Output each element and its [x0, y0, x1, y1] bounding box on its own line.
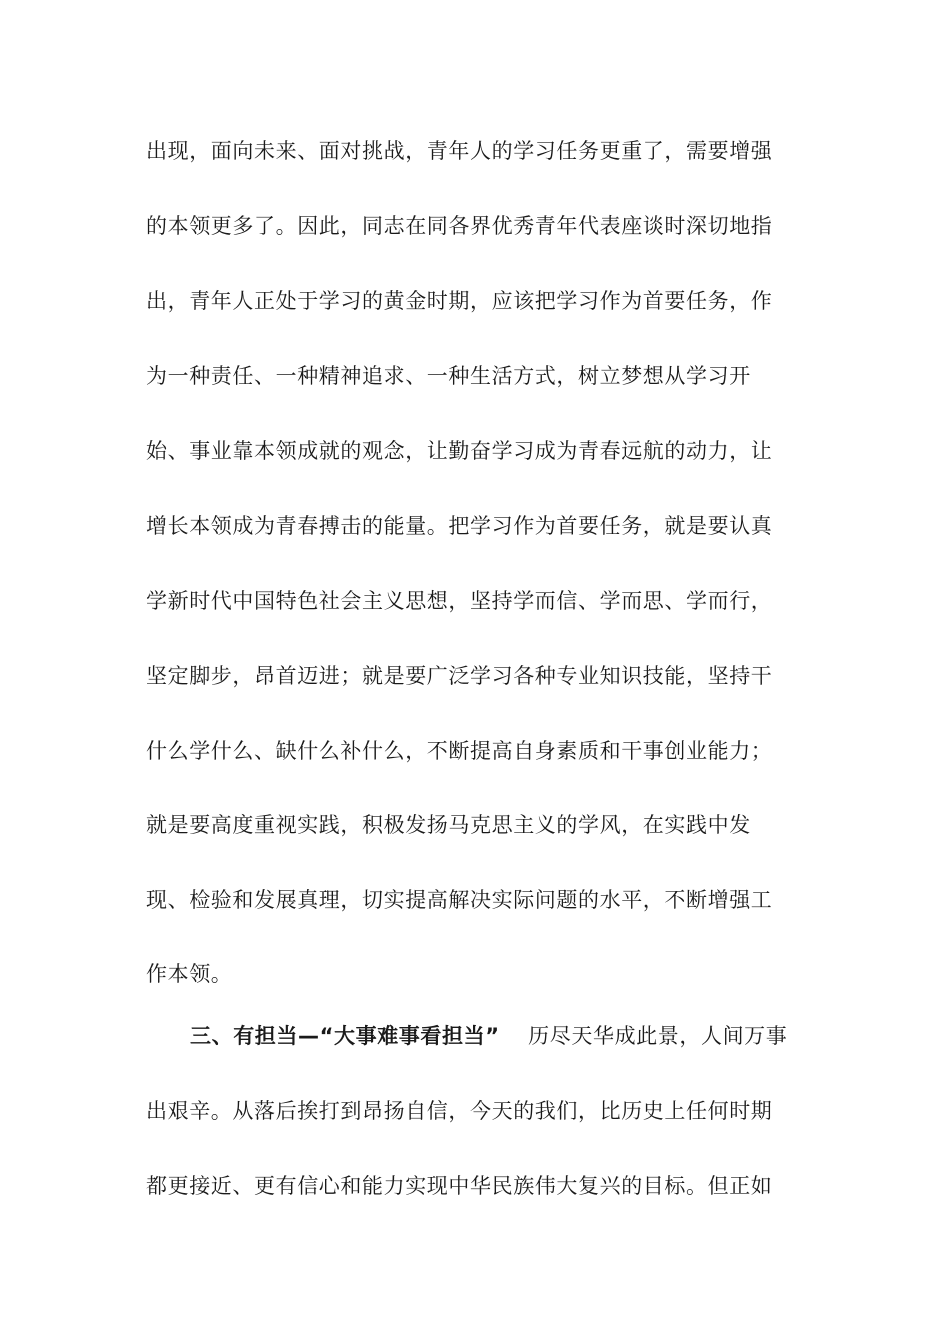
body-line: 始、事业靠本领成就的观念，让勤奋学习成为青春远航的动力，让 — [146, 439, 773, 463]
body-line: 出艰辛。从落后挨打到昂扬自信，今天的我们，比历史上任何时期 — [146, 1099, 773, 1123]
section-heading: 三、有担当—“大事难事看担当” — [190, 1024, 500, 1048]
body-line: 都更接近、更有信心和能力实现中华民族伟大复兴的目标。但正如 — [146, 1174, 773, 1198]
body-line: 坚定脚步，昂首迈进；就是要广泛学习各种专业知识技能，坚持干 — [146, 664, 773, 688]
body-line: 就是要高度重视实践，积极发扬马克思主义的学风，在实践中发 — [146, 813, 751, 837]
body-line: 现、检验和发展真理，切实提高解决实际问题的水平，不断增强工 — [146, 888, 773, 912]
body-line: 增长本领成为青春搏击的能量。把学习作为首要任务，就是要认真 — [146, 514, 773, 538]
body-line: 作本领。 — [146, 962, 233, 986]
body-line: 出，青年人正处于学习的黄金时期，应该把学习作为首要任务，作 — [146, 289, 773, 313]
body-line: 学新时代中国特色社会主义思想，坚持学而信、学而思、学而行， — [146, 589, 773, 613]
body-line: 为一种责任、一种精神追求、一种生活方式，树立梦想从学习开 — [146, 364, 751, 388]
body-line: 的本领更多了。因此，同志在同各界优秀青年代表座谈时深切地指 — [146, 214, 773, 238]
body-line: 什么学什么、缺什么补什么，不断提高自身素质和干事创业能力； — [146, 739, 773, 763]
section-first-line — [190, 1021, 787, 1051]
body-line: 出现，面向未来、面对挑战，青年人的学习任务更重了，需要增强 — [146, 139, 773, 163]
section-text: 历尽天华成此景，人间万事 — [528, 1024, 788, 1048]
